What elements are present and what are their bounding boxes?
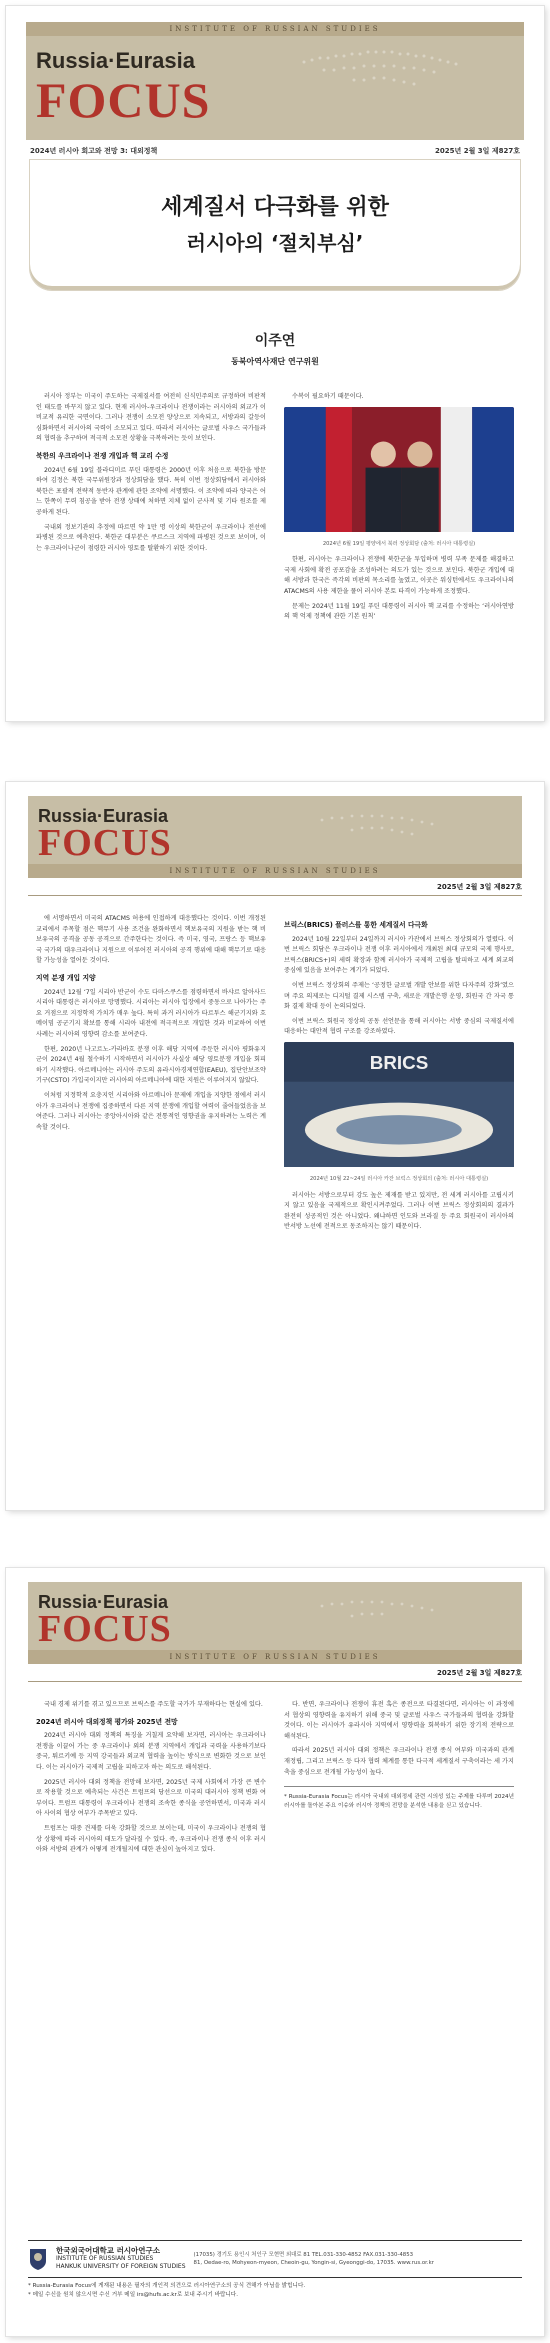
section-heading: 북한의 우크라이나 전쟁 개입과 핵 교리 수정: [36, 451, 169, 460]
article-footnote: * Russia-Eurasia Focus는 러시아 국내외 대외정세 관련 시의성 있는 주제를 다루며 2024년 러시아를 돌아본 주요 이슈와 러시아 정책의 전망을 분석한 내용을 싣고 있습니다.: [284, 1786, 514, 1811]
article-title-line1: 세계질서 다극화를 위한: [161, 195, 389, 220]
body-paragraph: 2024년 12월 ‘7일 시리아 반군이 수도 다마스쿠스를 점령하면서 바샤르 알아사드 시리아 대통령은 러시아로 망명했다. 시리아는 러시아 입장에서 중동으로 나아가는 주요 거점으로 지정학적 가치가 매우 높다. 특히 과거 러시아가 타르투스 해군기지와 흐메이밈 공군기지 확보를 통해 시리아 내전에 적극적으로 개입한 것과 비교하여 이번 사례는 러시아의 영향력 감소를 보여준다.: [36, 988, 266, 1038]
world-map-graphic: [264, 22, 524, 140]
body-paragraph: 2024년 6월 19일 블라디미르 푸틴 대통령은 2000년 이후 처음으로 북한을 방문하여 김정은 북한 국무위원장과 정상회담을 했다. 특히 이번 정상회담에서 러시아와 북한은 포괄적 전략적 동반자 관계에 관한 조약에 서명했다. 이 조약에 따라 양국은 어느 한쪽이 무력 침공을 받아 전쟁 상태에 처하면 지체 없이 군사적 및 기타 원조를 제공하게 된다.: [36, 466, 266, 516]
summit-photo: [284, 407, 514, 532]
article-photo: [284, 407, 514, 537]
body-column-right: [284, 914, 514, 1237]
section-heading: 지역 분쟁 개입 지양: [36, 973, 96, 982]
author-name: 이주연: [254, 333, 296, 349]
address-en: 81, Oedae-ro, Mohyeon-myeon, Cheoin-gu, Yongin-si, Gyeonggi-do, 17035. www.rus.or.kr: [193, 2260, 434, 2266]
section-heading: 2024년 러시아 대외정책 평가와 2025년 전망: [36, 1717, 178, 1726]
institute-name-kr: 한국외국어대학교 러시아연구소: [56, 2246, 161, 2255]
body-paragraph: 2024년 러시아 대외 정책의 특징을 거칠게 요약해 보자면, 러시아는 우크라이나 전쟁을 이끌어 가는 중 우크라이나 외의 분쟁 지역에서 개입과 국력을 사용하기보다 중국, 튀르키예 등 지역 강국들과 외교적 협력을 높이는 방식으로 변화한 것으로 보인다. 이는 러시아가 국제적 고립을 피하고자 하는 의도로 해석된다.: [36, 1732, 266, 1771]
body-paragraph: 이처럼 지정학적 요충지인 시리아와 아르메니아 문제에 개입을 지양한 점에서 러시아가 우크라이나 전쟁에 집중하면서 다른 지역 분쟁에 개입할 여력이 줄어들었음을 보여준다. 그러나 러시아는 중앙아시아와 같은 전통적인 영향권을 유지하려는 노력은 계속할 것이다.: [36, 1091, 266, 1131]
body-paragraph: 2024년 10월 22일부터 24일까지 러시아 카잔에서 브릭스 정상회의가 열렸다. 이번 브릭스 회담은 우크라이나 전쟁 이후 러시아에서 개최된 최대 규모의 국제 행사로, 브릭스(BRICS+)의 세력 확장과 함께 러시아가 국제적 고립을 탈피하고 세계 외교의 중심에 있음을 보여주는 계기가 되었다.: [284, 935, 514, 975]
university-seal-icon: [28, 2247, 48, 2271]
body-columns: [36, 914, 514, 1237]
institute-name-en1: INSTITUTE OF RUSSIAN STUDIES: [56, 2255, 154, 2262]
unsubscribe-note: * 메일 수신을 원치 않으시면 수신 거부 메일 irs@hufs.ac.kr로 보내 주시기 바랍니다.: [28, 2292, 238, 2298]
brics-summit-photo: [284, 1042, 514, 1167]
body-paragraph: 러시아는 서방으로부터 강도 높은 제재를 받고 있지만, 전 세계 러시아를 고립시키지 않고 있음을 국제적으로 확인시켜주었다. 그러나 이번 브릭스 정상회의의 결과가 완전히 성공적인 것은 아니었다. 왜냐하면 인도와 브라질 등 주요 회원국이 러시아의 반서방 노선에 전적으로 동조하지는 않기 때문이다.: [284, 1191, 514, 1231]
body-column-right: [284, 1700, 514, 1860]
institute-banner: INSTITUTE OF RUSSIAN STUDIES: [28, 864, 522, 878]
body-paragraph: 2025년 러시아 대외 정책을 전망해 보자면, 2025년 국제 사회에서 가장 큰 변수로 작용할 것으로 예측되는 사건은 트럼프의 당선으로 미국의 대러시아 정책 변화 여부이다. 트럼프 대통령이 우크라이나 전쟁의 조속한 종식을 공언하면서, 미국과 러시아 사이의 협상 여부가 주목받고 있다.: [36, 1778, 266, 1818]
institute-name-en2: HANKUK UNIVERSITY OF FOREIGN STUDIES: [56, 2263, 186, 2270]
masthead: [28, 796, 522, 878]
masthead-title-russia-eurasia: Russia·Eurasia: [38, 806, 169, 826]
address-kr: (17035) 경기도 용인시 처인구 모현면 외대로 81 TEL.031-330-4852 FAX.031-330-4853: [193, 2252, 414, 2258]
page-1: [6, 6, 544, 721]
body-paragraph: 이번 브릭스 회원국 정상의 공동 선언문을 통해 러시아는 서방 중심의 국제질서에 대응하는 대안적 협력 구조를 강조하였다.: [284, 1017, 514, 1036]
body-column-left: [36, 914, 266, 1237]
issue-row: [30, 146, 520, 160]
issue-series: 2024년 러시아 회고와 전망 3: 대외정책: [30, 147, 158, 155]
body-columns: [36, 1700, 514, 1860]
body-paragraph: 국내 경제 위기를 겪고 있으므로 브릭스를 주도할 국가가 부재하다는 현실에 있다.: [44, 1701, 263, 1708]
institute-block: [28, 2240, 522, 2271]
author-affiliation: 동북아역사재단 연구위원: [231, 357, 319, 366]
title-panel: [30, 160, 520, 290]
body-paragraph: 따라서 2025년 러시아 대외 정책은 우크라이나 전쟁 종식 여부와 미국과의 관계 재정립, 그리고 브릭스 등 다자 협력 체계를 통한 다극적 세계질서 구축이라는 세 가지 축을 중심으로 전개될 가능성이 높다.: [284, 1747, 514, 1776]
masthead: [28, 1582, 522, 1664]
body-column-right-text: [284, 1700, 514, 1778]
photo-caption: 2024년 10월 22~24일 러시아 카잔 브릭스 정상회의 (출처: 러시아 대통령실): [309, 1175, 489, 1182]
issue-number: 2025년 2월 3일 제827호: [28, 882, 522, 896]
photo-caption: 2024년 6월 19일 평양에서 북러 정상회담 (출처: 러시아 대통령실): [322, 540, 476, 547]
masthead-title-focus: FOCUS: [36, 72, 211, 128]
masthead: [26, 22, 524, 140]
page-2: [6, 782, 544, 1510]
body-paragraph: 국내외 정보기관의 추정에 따르면 약 1만 명 이상의 북한군이 우크라이나 전선에 파병된 것으로 예측된다. 북한군 대부분은 쿠르스크 지역에 파병된 것으로 보이며, 이는 우크라이나군이 점령한 러시아 영토를 탈환하기 위한 것이다.: [36, 523, 266, 552]
page-3: [6, 1568, 544, 2336]
body-paragraph: 러시아 정부는 미국이 주도하는 국제질서를 여전히 신식민주의로 규정하며 비판적인 태도를 바꾸지 않고 있다. 현재 러시아-우크라이나 전쟁이라는 러시아의 외교가 이 비교적 유리한 국면이다. 그러나 전쟁이 소모전 양상으로 지속되고, 서방과의 갈등이 심화하면서 러시아의 국력이 소모되고 있다. 따라서 러시아는 글로벌 사우스 국가들과의 협력을 추구하며 적극적 소모전 상황을 극복하려는 듯이 보인다.: [36, 393, 266, 443]
publisher-footer: [28, 2240, 522, 2300]
masthead-title-focus: FOCUS: [38, 1608, 172, 1650]
disclaimer-notes: [28, 2277, 522, 2300]
body-paragraph: 한편, 러시아는 우크라이나 전쟁에 북한군을 투입하며 병력 부족 문제를 해결하고 국제 사회에 확전 공포감을 조성하려는 의도가 있는 것으로 보인다. 북한군 개입에 대해 서방과 한국은 즉각의 비판의 목소리를 높였고, 이곳은 워싱턴에서도 우크라이나의 ATACMS의 사용 제한을 풀어 러시아 본토 타격이 가능하게 조정했다.: [284, 556, 514, 596]
disclaimer-note: * Russia-Eurasia Focus에 게재된 내용은 필자의 개인적 의견으로 러시아연구소의 공식 견해가 아님을 밝힙니다.: [28, 2283, 306, 2289]
masthead-title-russia-eurasia: Russia·Eurasia: [38, 1592, 169, 1612]
body-column-left: [36, 392, 266, 627]
masthead-title-focus: FOCUS: [38, 822, 172, 864]
body-column-right: [284, 392, 514, 627]
issue-number: 2025년 2월 3일 제827호: [28, 1668, 522, 1682]
article-photo: [284, 1042, 514, 1172]
institute-banner: INSTITUTE OF RUSSIAN STUDIES: [28, 1650, 522, 1664]
body-paragraph: 한편, 2020년 나고르노-카라바흐 분쟁 이후 해당 지역에 주둔한 러시아 평화유지군이 2024년 4월 철수하기 시작하면서 러시아가 사실상 해당 영토분쟁 개입을 회피하기 시작했다. 아르메니아는 러시아 주도의 유라시아경제연합(EAEU), 집단안보조약기구(CSTO) 가입국이지만 러시아의 아르메니아에 대한 지원은 이루어지지 않았다.: [36, 1045, 266, 1085]
svg-text:BRICS: BRICS: [369, 1052, 429, 1074]
body-columns: [36, 392, 514, 627]
body-paragraph: 이번 브릭스 정상회의 주제는 ‘공정한 글로벌 개발 안보를 위한 다자주의 강화’였으며 주요 의제로는 디지털 결제 시스템 구축, 새로운 개발은행 운영, 회원국 간 자국 통화 결제 확대 등이 논의되었다.: [284, 981, 514, 1011]
article-title-line2: 러시아의 ‘절치부심’: [186, 231, 364, 255]
body-column-left: [36, 1700, 266, 1860]
institute-banner: INSTITUTE OF RUSSIAN STUDIES: [26, 22, 524, 36]
body-paragraph: 트럼프는 대중 견제를 더욱 강화할 것으로 보이는데, 미국이 우크라이나 전쟁의 협상 상황에 따라 러시아의 태도가 달라질 수 있다. 즉, 우크라이나 전쟁 종식 이후 러시아와 서방의 관계가 어떻게 전개될지에 대한 관심이 높아지고 있다.: [36, 1824, 266, 1854]
body-paragraph: 수복이 필요하기 때문이다.: [292, 393, 364, 400]
body-paragraph: 에 서명하면서 미국의 ATACMS 허용에 인접하게 대응했다는 것이다. 이번 개정된 교리에서 주목할 점은 핵무기 사용 조건을 완화하면서 핵보유국의 지원을 받는 핵 비보유국의 공격을 공동 공격으로 간주한다는 것이다. 즉 미국, 영국, 프랑스 등 핵보유국 국가의 대우크라이나 지원으로 이루어진 러시아의 공격 행위에 대해 핵무기로 대응할 가능성을 열어둔 것이다.: [36, 915, 266, 965]
issue-number: 2025년 2월 3일 제827호: [435, 147, 520, 155]
institute-names: [56, 2247, 186, 2271]
institute-address: [194, 2251, 434, 2267]
body-paragraph: 문제는 2024년 11월 19일 푸틴 대통령이 러시아 핵 교리를 수정하는 ‘러시아연방의 핵 억제 정책에 관한 기본 원칙’: [284, 602, 514, 621]
body-paragraph: 다. 반면, 우크라이나 전쟁이 휴전 혹은 종전으로 타결된다면, 러시아는 이 과정에서 협상의 영향력을 유지하기 위해 중국 및 글로벌 사우스 국가들과의 협력을 강화할 것이다. 이는 러시아가 유라시아 지역에서 영향력을 회복하기 위한 장기적 전략으로 해석된다.: [284, 1701, 514, 1740]
section-heading: 브릭스(BRICS) 플러스를 통한 세계질서 다극화: [284, 921, 428, 929]
masthead-title-russia-eurasia: Russia·Eurasia: [36, 48, 195, 73]
